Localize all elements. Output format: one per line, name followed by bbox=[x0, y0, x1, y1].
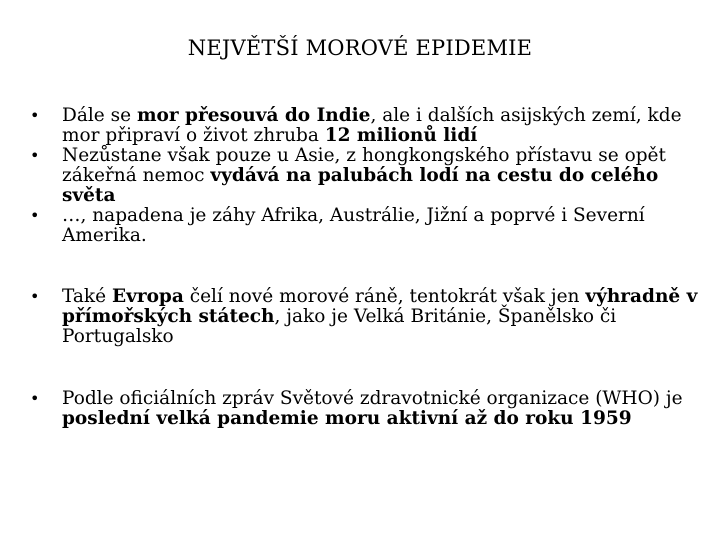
bullet-text: …, napadena je záhy Afrika, Austrálie, Jižní a poprvé i Severní Amerika. bbox=[62, 205, 645, 246]
bullet-item bbox=[26, 287, 698, 347]
bullet-dot-icon: • bbox=[30, 206, 40, 225]
bullet-item bbox=[26, 206, 698, 246]
bullet-dot-icon: • bbox=[30, 146, 40, 165]
bullet-text: Podle oficiálních zpráv Světové zdravotnické organizace (WHO) je poslední velká pandemie moru aktivní až do roku 1959 bbox=[62, 388, 683, 429]
bullet-dot-icon: • bbox=[30, 389, 40, 408]
bullet-dot-icon: • bbox=[30, 106, 40, 125]
bullet-text: Dále se mor přesouvá do Indie, ale i dalších asijských zemí, kde mor připraví o život zhruba 12 milionů lidí bbox=[62, 105, 682, 146]
bullet-item bbox=[26, 146, 698, 206]
bullet-item bbox=[26, 106, 698, 146]
bullet-item bbox=[26, 389, 698, 429]
bullet-text: Nezůstane však pouze u Asie, z hongkongského přístavu se opět zákeřná nemoc vydává na palubách lodí na cestu do celého světa bbox=[62, 145, 666, 206]
bullet-dot-icon: • bbox=[30, 287, 40, 306]
bullet-list bbox=[26, 106, 698, 429]
bullet-text: Také Evropa čelí nové morové ráně, tentokrát však jen výhradně v přímořských státech, jako je Velká Británie, Španělsko či Portugalsko bbox=[62, 286, 698, 347]
slide-title: NEJVĚTŠÍ MOROVÉ EPIDEMIE bbox=[187, 36, 533, 60]
